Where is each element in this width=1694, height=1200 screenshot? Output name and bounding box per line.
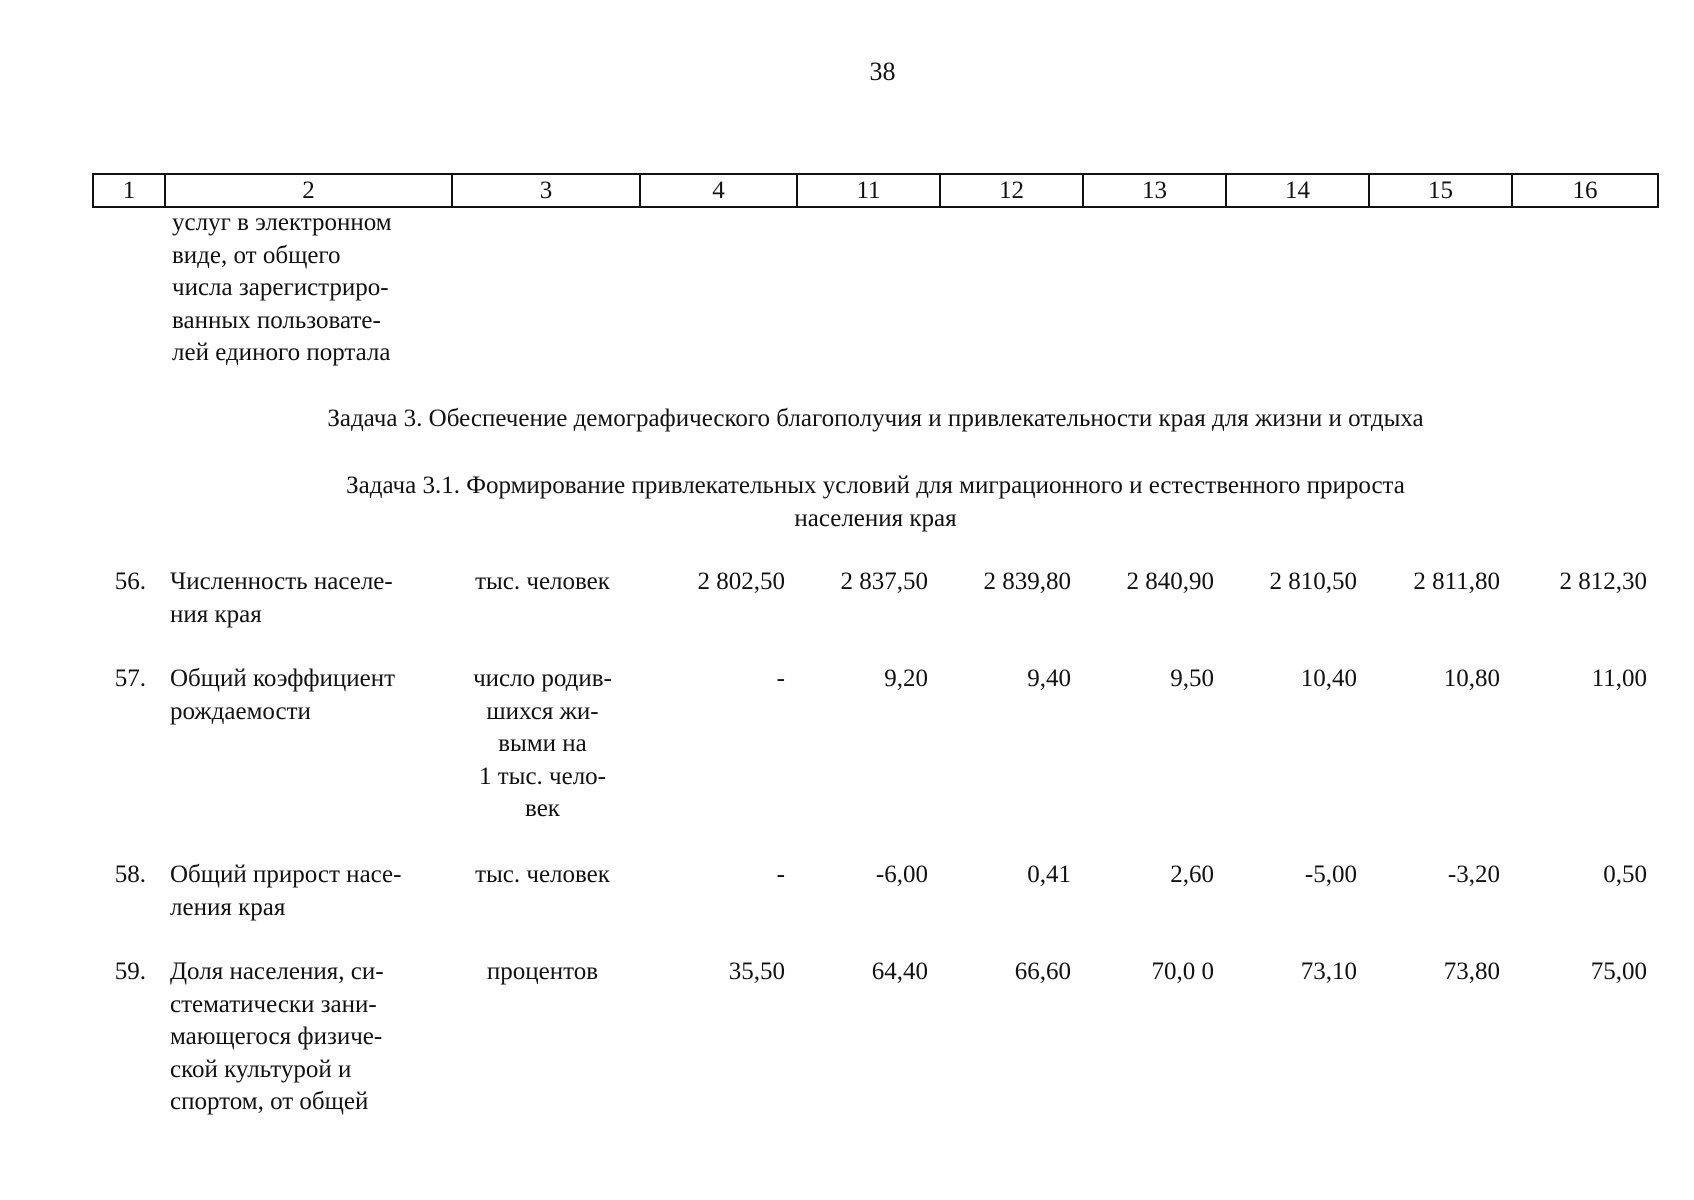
task-3-1-title: Задача 3.1. Формирование привлекательных условий для миграционного и естественного прироста населения края (346, 472, 1405, 532)
value-col-13: 70,0 0 (1151, 958, 1214, 985)
unit: число родив- шихся жи- выми на 1 тыс. чело- век (473, 665, 612, 822)
value-col-16: 0,50 (1603, 861, 1647, 888)
continued-indicator-text: услуг в электронном виде, от общего числа зарегистриро- ванных пользовате- лей единого портала (172, 209, 392, 366)
row-number: 57. (114, 665, 146, 692)
value-col-12: 9,40 (1027, 665, 1071, 692)
page-number: 38 (869, 57, 896, 86)
header-col-4: 4 (640, 174, 797, 207)
value-col-15: 10,80 (1443, 665, 1500, 692)
value-col-11: -6,00 (875, 861, 928, 888)
value-col-13: 9,50 (1170, 665, 1214, 692)
value-col-14: 10,40 (1300, 665, 1357, 692)
header-col-1: 1 (93, 174, 165, 207)
header-col-11: 11 (797, 174, 940, 207)
unit: тыс. человек (475, 861, 610, 888)
unit: процентов (486, 958, 599, 985)
indicator-name: Общий коэффициент рождаемости (170, 665, 396, 725)
indicator-name: Общий прирост насе- ления края (170, 861, 402, 921)
value-col-16: 2 812,30 (1559, 568, 1647, 595)
value-col-11: 9,20 (884, 665, 928, 692)
column-number-header (92, 173, 1659, 208)
value-col-16: 75,00 (1590, 958, 1647, 985)
value-col-16: 11,00 (1591, 665, 1647, 692)
value-col-11: 64,40 (871, 958, 928, 985)
header-col-13: 13 (1083, 174, 1226, 207)
row-number: 59. (114, 958, 146, 985)
header-col-3: 3 (452, 174, 640, 207)
row-number: 58. (114, 861, 146, 888)
value-col-15: 73,80 (1443, 958, 1500, 985)
value-col-14: 2 810,50 (1269, 568, 1357, 595)
header-col-2: 2 (165, 174, 452, 207)
value-col-14: 73,10 (1300, 958, 1357, 985)
value-col-4: - (776, 861, 785, 888)
value-col-15: 2 811,80 (1413, 568, 1500, 595)
value-col-13: 2,60 (1170, 861, 1214, 888)
value-col-4: 35,50 (728, 958, 785, 985)
value-col-12: 2 839,80 (983, 568, 1071, 595)
value-col-4: 2 802,50 (697, 568, 785, 595)
value-col-4: - (776, 665, 785, 692)
indicator-name: Доля населения, си- стематически зани- мающегося физиче- ской культурой и спортом, от общей (170, 958, 384, 1115)
unit: тыс. человек (475, 568, 610, 595)
indicator-name: Численность населе- ния края (170, 568, 393, 628)
header-col-16: 16 (1512, 174, 1658, 207)
header-col-12: 12 (940, 174, 1083, 207)
header-col-15: 15 (1369, 174, 1512, 207)
row-number: 56. (114, 568, 146, 595)
task-3-title: Задача 3. Обеспечение демографического благополучия и привлекательности края для жизни и отдыха (327, 405, 1424, 432)
value-col-14: -5,00 (1304, 861, 1357, 888)
value-col-12: 0,41 (1027, 861, 1071, 888)
value-col-15: -3,20 (1447, 861, 1500, 888)
value-col-11: 2 837,50 (840, 568, 928, 595)
value-col-13: 2 840,90 (1126, 568, 1214, 595)
value-col-12: 66,60 (1014, 958, 1071, 985)
header-col-14: 14 (1226, 174, 1369, 207)
